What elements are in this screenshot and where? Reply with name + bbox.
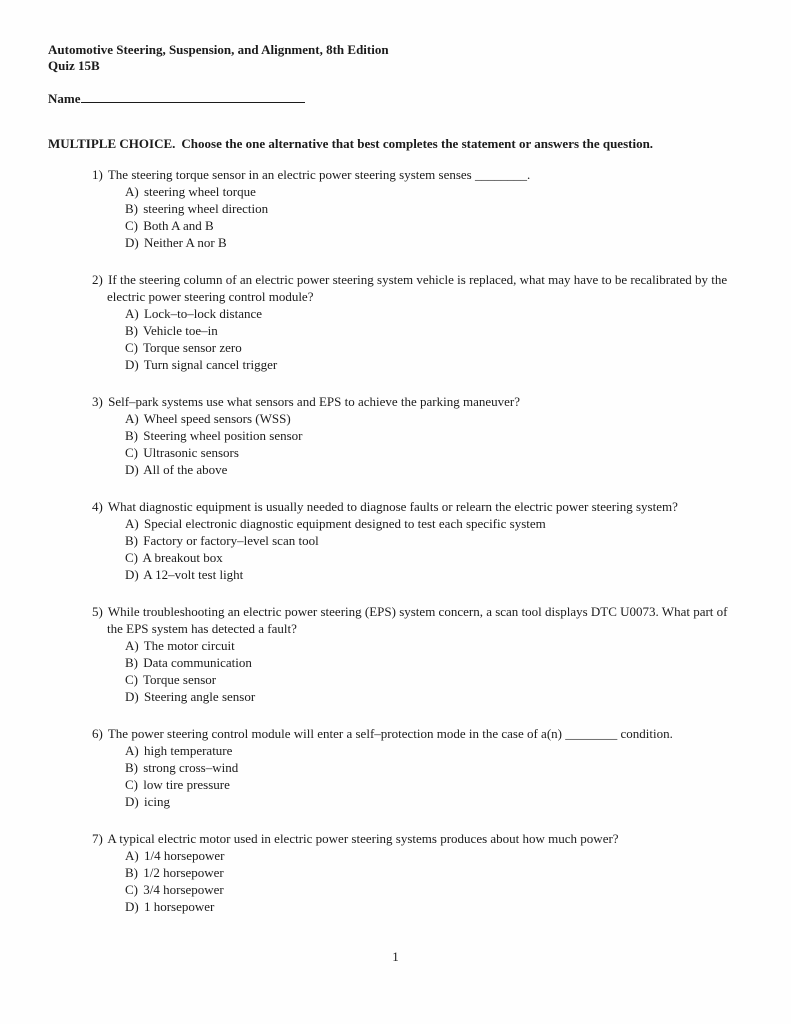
question-text-line [92, 271, 742, 305]
option-text: Steering angle sensor [143, 689, 256, 704]
option-label: A) [125, 306, 139, 321]
question-text-line [92, 166, 742, 183]
page-number: 1 [392, 949, 399, 964]
option-label: C) [125, 218, 138, 233]
option-text: Turn signal cancel trigger [143, 357, 278, 372]
option-item [125, 305, 725, 322]
instructions-heading: MULTIPLE CHOICE. [48, 136, 176, 151]
option-item [125, 759, 725, 776]
option-item [125, 200, 725, 217]
option-text: icing [143, 794, 170, 809]
question-number: 6) [92, 726, 103, 741]
option-text: The motor circuit [143, 638, 235, 653]
option-text: Ultrasonic sensors [143, 445, 239, 460]
option-item [125, 322, 725, 339]
question-text: A typical electric motor used in electric power steering systems produces about how much power? [107, 831, 619, 846]
option-text: Wheel speed sensors (WSS) [143, 411, 291, 426]
question-number: 1) [92, 167, 103, 182]
option-item [125, 444, 725, 461]
option-text: 1/4 horsepower [143, 848, 225, 863]
quiz-number: Quiz 15B [48, 58, 100, 73]
question-text-line [92, 498, 742, 515]
instructions-text: Choose the one alternative that best completes the statement or answers the question. [181, 136, 654, 151]
document-title: Automotive Steering, Suspension, and Alignment, 8th Edition [48, 42, 389, 57]
question-text-line [92, 393, 742, 410]
option-label: B) [125, 428, 138, 443]
question-number: 3) [92, 394, 103, 409]
option-label: C) [125, 777, 138, 792]
question-item [92, 498, 746, 583]
question-number: 4) [92, 499, 103, 514]
option-item [125, 654, 725, 671]
option-item [125, 339, 725, 356]
option-label: D) [125, 794, 139, 809]
option-item [125, 688, 725, 705]
options-list [125, 847, 746, 915]
option-text: steering wheel torque [143, 184, 256, 199]
option-text: A 12–volt test light [143, 567, 244, 582]
option-text: 1/2 horsepower [143, 865, 224, 880]
question-number: 7) [92, 831, 103, 846]
option-text: Torque sensor [143, 672, 217, 687]
option-label: A) [125, 743, 139, 758]
option-item [125, 793, 725, 810]
option-item [125, 183, 725, 200]
option-text: 3/4 horsepower [143, 882, 224, 897]
option-label: B) [125, 201, 138, 216]
question-text: Self–park systems use what sensors and EPS to achieve the parking maneuver? [108, 394, 521, 409]
option-item [125, 566, 725, 583]
option-item [125, 549, 725, 566]
question-text-line [92, 830, 742, 847]
name-blank-line [81, 92, 305, 103]
question-item [92, 603, 746, 705]
option-text: Neither A nor B [143, 235, 227, 250]
option-text: Both A and B [143, 218, 214, 233]
option-item [125, 515, 725, 532]
option-item [125, 898, 725, 915]
question-number: 5) [92, 604, 103, 619]
question-number: 2) [92, 272, 103, 287]
option-item [125, 847, 725, 864]
option-item [125, 864, 725, 881]
option-text: strong cross–wind [143, 760, 239, 775]
questions [48, 166, 746, 915]
question-text: If the steering column of an electric power steering system vehicle is replaced, what may have to be recalibrated by the electric power steering control module? [107, 272, 728, 304]
question-item [92, 271, 746, 373]
question-item [92, 725, 746, 810]
question-text: The power steering control module will enter a self–protection mode in the case of a(n) ________ condition. [107, 726, 673, 741]
option-item [125, 742, 725, 759]
option-label: A) [125, 848, 139, 863]
option-label: C) [125, 445, 138, 460]
option-label: A) [125, 411, 139, 426]
option-item [125, 637, 725, 654]
question-item [92, 393, 746, 478]
option-text: low tire pressure [143, 777, 230, 792]
option-item [125, 427, 725, 444]
option-label: B) [125, 760, 138, 775]
option-label: B) [125, 655, 138, 670]
option-text: Vehicle toe–in [143, 323, 218, 338]
options-list [125, 742, 746, 810]
option-label: D) [125, 462, 139, 477]
question-item [92, 830, 746, 915]
option-text: Data communication [143, 655, 252, 670]
option-label: C) [125, 882, 138, 897]
option-label: B) [125, 323, 138, 338]
options-list [125, 515, 746, 583]
option-text: Factory or factory–level scan tool [143, 533, 319, 548]
option-item [125, 671, 725, 688]
option-label: C) [125, 672, 138, 687]
option-text: high temperature [143, 743, 233, 758]
option-label: D) [125, 357, 139, 372]
option-label: C) [125, 340, 138, 355]
option-label: A) [125, 638, 139, 653]
option-text: All of the above [143, 462, 228, 477]
question-text: The steering torque sensor in an electric power steering system senses ________. [107, 167, 531, 182]
option-text: steering wheel direction [143, 201, 269, 216]
option-label: D) [125, 689, 139, 704]
option-item [125, 217, 725, 234]
option-text: A breakout box [142, 550, 223, 565]
option-item [125, 776, 725, 793]
option-label: B) [125, 865, 138, 880]
option-label: D) [125, 235, 139, 250]
option-text: Lock–to–lock distance [143, 306, 263, 321]
option-text: Steering wheel position sensor [143, 428, 303, 443]
option-text: 1 horsepower [143, 899, 215, 914]
option-label: B) [125, 533, 138, 548]
question-item [92, 166, 746, 251]
option-item [125, 410, 725, 427]
option-label: C) [125, 550, 138, 565]
options-list [125, 410, 746, 478]
question-text: While troubleshooting an electric power steering (EPS) system concern, a scan tool displays DTC U0073. What part of the EPS system has detected a fault? [107, 604, 728, 636]
options-list [125, 305, 746, 373]
option-text: Special electronic diagnostic equipment designed to test each specific system [143, 516, 546, 531]
question-text-line [92, 603, 742, 637]
options-list [125, 637, 746, 705]
option-text: Torque sensor zero [143, 340, 242, 355]
option-item [125, 234, 725, 251]
name-label: Name [48, 91, 81, 106]
option-label: D) [125, 567, 139, 582]
option-label: A) [125, 184, 139, 199]
instructions-line [48, 136, 746, 152]
option-item [125, 461, 725, 478]
name-row [48, 90, 746, 106]
option-label: A) [125, 516, 139, 531]
options-list [125, 183, 746, 251]
option-item [125, 881, 725, 898]
option-item [125, 532, 725, 549]
option-item [125, 356, 725, 373]
option-label: D) [125, 899, 139, 914]
question-text-line [92, 725, 742, 742]
question-text: What diagnostic equipment is usually needed to diagnose faults or relearn the electric power steering system? [107, 499, 678, 514]
